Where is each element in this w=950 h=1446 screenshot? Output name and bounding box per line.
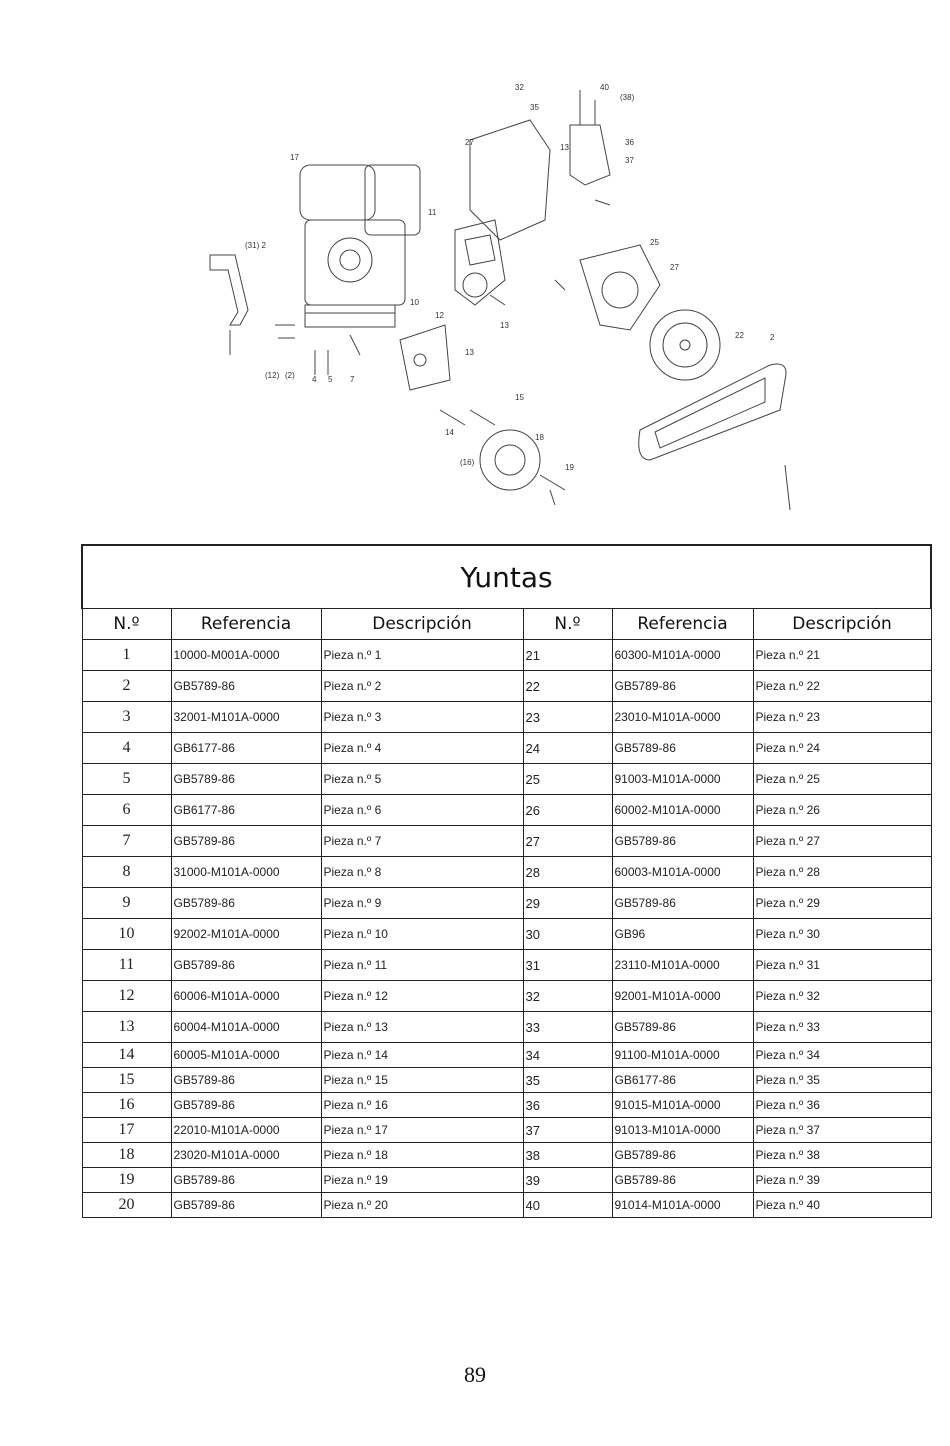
engine-block-part [305,220,405,305]
cell-description: Pieza n.º 5 [321,764,523,795]
table-row [82,888,931,919]
table-row [82,1012,931,1043]
cell-description-2: Pieza n.º 37 [753,1118,931,1143]
table-row [82,702,931,733]
table-row [82,919,931,950]
svg-text:13: 13 [465,348,474,357]
svg-text:(12): (12) [265,371,280,380]
cell-description-2: Pieza n.º 40 [753,1193,931,1218]
pulley-guard-part [580,245,660,330]
svg-text:(16): (16) [460,458,475,467]
svg-text:22: 22 [735,331,744,340]
cell-reference: 32001-M101A-0000 [171,702,321,733]
table-row [82,764,931,795]
cell-reference-2: GB5789-86 [612,888,753,919]
table-row [82,671,931,702]
svg-text:32: 32 [515,83,524,92]
cell-reference-2: GB5789-86 [612,671,753,702]
svg-text:15: 15 [515,393,524,402]
cell-description: Pieza n.º 20 [321,1193,523,1218]
cell-reference-2: 91015-M101A-0000 [612,1093,753,1118]
svg-text:37: 37 [625,156,634,165]
cell-reference: 60005-M101A-0000 [171,1043,321,1068]
cell-description-2: Pieza n.º 24 [753,733,931,764]
cell-description: Pieza n.º 10 [321,919,523,950]
cell-description-2: Pieza n.º 33 [753,1012,931,1043]
cell-description-2: Pieza n.º 25 [753,764,931,795]
cell-reference: GB6177-86 [171,733,321,764]
table-title: Yuntas [82,545,931,609]
cell-number-2: 40 [523,1193,612,1218]
cell-description-2: Pieza n.º 23 [753,702,931,733]
cell-description-2: Pieza n.º 38 [753,1143,931,1168]
cell-reference: GB5789-86 [171,1168,321,1193]
table-row [82,1118,931,1143]
mount-plate-part [570,125,610,185]
cell-reference-2: 60002-M101A-0000 [612,795,753,826]
cell-number: 13 [82,1012,171,1043]
cell-description-2: Pieza n.º 28 [753,857,931,888]
column-header-description: Descripción [321,609,523,640]
cell-description: Pieza n.º 12 [321,981,523,1012]
svg-text:35: 35 [530,103,539,112]
cell-number: 15 [82,1068,171,1093]
page-number: 89 [464,1362,486,1387]
cell-description-2: Pieza n.º 39 [753,1168,931,1193]
cell-number: 11 [82,950,171,981]
cell-reference: GB5789-86 [171,888,321,919]
cell-description: Pieza n.º 1 [321,640,523,671]
table-row [82,1143,931,1168]
table-row [82,1168,931,1193]
cell-description-2: Pieza n.º 35 [753,1068,931,1093]
cell-reference-2: GB5789-86 [612,826,753,857]
engine-base-part [305,305,395,327]
cell-reference-2: GB6177-86 [612,1068,753,1093]
svg-text:25: 25 [650,238,659,247]
cell-description-2: Pieza n.º 34 [753,1043,931,1068]
cell-number: 1 [82,640,171,671]
cell-description: Pieza n.º 4 [321,733,523,764]
pulley-part [650,310,720,380]
table-row [82,950,931,981]
column-header-description-2: Descripción [753,609,931,640]
cell-description-2: Pieza n.º 31 [753,950,931,981]
cell-number-2: 27 [523,826,612,857]
cell-reference: GB5789-86 [171,764,321,795]
gearbox-housing-part [470,120,550,240]
cell-number-2: 37 [523,1118,612,1143]
idler-pulley-part [480,430,540,490]
table-row [82,733,931,764]
cell-number-2: 33 [523,1012,612,1043]
cell-description: Pieza n.º 17 [321,1118,523,1143]
svg-text:13: 13 [560,143,569,152]
fuel-tank-part [300,165,375,220]
air-filter-part [365,165,420,235]
cell-reference: GB6177-86 [171,795,321,826]
cell-number: 9 [82,888,171,919]
cell-number: 5 [82,764,171,795]
cell-number: 8 [82,857,171,888]
cell-number: 18 [82,1143,171,1168]
cell-description: Pieza n.º 6 [321,795,523,826]
cell-reference-2: 60300-M101A-0000 [612,640,753,671]
cell-reference-2: GB5789-86 [612,1168,753,1193]
column-header-reference: Referencia [171,609,321,640]
column-header-number: N.º [82,609,171,640]
cell-reference-2: 23110-M101A-0000 [612,950,753,981]
cell-reference: 23020-M101A-0000 [171,1143,321,1168]
svg-text:12: 12 [435,311,444,320]
cell-number: 12 [82,981,171,1012]
cell-number: 3 [82,702,171,733]
table-row [82,1093,931,1118]
cell-number: 4 [82,733,171,764]
cell-reference: GB5789-86 [171,1193,321,1218]
cell-description: Pieza n.º 19 [321,1168,523,1193]
cell-reference-2: 92001-M101A-0000 [612,981,753,1012]
cell-description: Pieza n.º 11 [321,950,523,981]
cell-number-2: 22 [523,671,612,702]
cell-reference: GB5789-86 [171,671,321,702]
svg-text:17: 17 [290,153,299,162]
cell-reference: 60006-M101A-0000 [171,981,321,1012]
svg-text:4: 4 [312,375,317,384]
cell-reference: GB5789-86 [171,826,321,857]
svg-text:7: 7 [350,375,355,384]
cell-number-2: 21 [523,640,612,671]
svg-text:2: 2 [770,333,775,342]
cell-description-2: Pieza n.º 32 [753,981,931,1012]
cell-description-2: Pieza n.º 27 [753,826,931,857]
svg-text:36: 36 [625,138,634,147]
cell-reference-2: 91013-M101A-0000 [612,1118,753,1143]
cell-number-2: 24 [523,733,612,764]
cell-number-2: 34 [523,1043,612,1068]
parts-table [81,544,932,1218]
table-body [82,640,931,1218]
cell-number-2: 29 [523,888,612,919]
table-row [82,826,931,857]
column-header-number-2: N.º [523,609,612,640]
cell-description: Pieza n.º 13 [321,1012,523,1043]
svg-text:40: 40 [600,83,609,92]
cell-reference: GB5789-86 [171,1093,321,1118]
cell-description: Pieza n.º 3 [321,702,523,733]
cell-reference: GB5789-86 [171,950,321,981]
cell-description: Pieza n.º 14 [321,1043,523,1068]
cell-number-2: 36 [523,1093,612,1118]
cell-description-2: Pieza n.º 21 [753,640,931,671]
svg-text:14: 14 [445,428,454,437]
svg-text:11: 11 [428,208,437,217]
cell-number: 10 [82,919,171,950]
svg-text:5: 5 [328,375,333,384]
cell-number-2: 25 [523,764,612,795]
cell-number-2: 31 [523,950,612,981]
cell-reference-2: GB5789-86 [612,1012,753,1043]
table-row [82,1068,931,1093]
cell-number-2: 26 [523,795,612,826]
cell-reference-2: GB5789-86 [612,733,753,764]
cell-reference-2: 91100-M101A-0000 [612,1043,753,1068]
table-title-row [82,545,931,609]
cell-number-2: 32 [523,981,612,1012]
cell-number: 2 [82,671,171,702]
svg-text:(2): (2) [285,371,295,380]
cell-description-2: Pieza n.º 29 [753,888,931,919]
handle-bracket-part [210,255,248,325]
table-row [82,981,931,1012]
cell-description-2: Pieza n.º 26 [753,795,931,826]
table-header-row [82,609,931,640]
cell-reference: 92002-M101A-0000 [171,919,321,950]
cell-reference-2: GB96 [612,919,753,950]
cell-number-2: 39 [523,1168,612,1193]
cell-reference: 60004-M101A-0000 [171,1012,321,1043]
cell-description: Pieza n.º 7 [321,826,523,857]
cell-number: 7 [82,826,171,857]
cell-number-2: 30 [523,919,612,950]
cell-number: 14 [82,1043,171,1068]
table-row [82,1193,931,1218]
cell-description: Pieza n.º 15 [321,1068,523,1093]
cell-description: Pieza n.º 2 [321,671,523,702]
svg-text:18: 18 [535,433,544,442]
cell-number-2: 28 [523,857,612,888]
table-row [82,640,931,671]
svg-text:13: 13 [500,321,509,330]
cell-reference-2: 91003-M101A-0000 [612,764,753,795]
column-header-reference-2: Referencia [612,609,753,640]
cell-number-2: 23 [523,702,612,733]
table-row [82,1043,931,1068]
cell-description-2: Pieza n.º 22 [753,671,931,702]
cell-reference-2: 91014-M101A-0000 [612,1193,753,1218]
cell-number-2: 38 [523,1143,612,1168]
cell-description: Pieza n.º 16 [321,1093,523,1118]
cell-number: 6 [82,795,171,826]
cell-reference-2: GB5789-86 [612,1143,753,1168]
cell-description-2: Pieza n.º 36 [753,1093,931,1118]
svg-text:19: 19 [565,463,574,472]
cell-reference-2: 60003-M101A-0000 [612,857,753,888]
cell-description: Pieza n.º 18 [321,1143,523,1168]
svg-text:27: 27 [670,263,679,272]
cell-number: 20 [82,1193,171,1218]
svg-text:(31) 2: (31) 2 [245,241,266,250]
svg-text:(38): (38) [620,93,635,102]
cell-reference: 31000-M101A-0000 [171,857,321,888]
cell-number: 16 [82,1093,171,1118]
cell-number: 19 [82,1168,171,1193]
cell-description: Pieza n.º 8 [321,857,523,888]
svg-text:10: 10 [410,298,419,307]
table-row [82,857,931,888]
svg-text:27: 27 [465,138,474,147]
table-row [82,795,931,826]
cell-description-2: Pieza n.º 30 [753,919,931,950]
cell-number: 17 [82,1118,171,1143]
cell-number-2: 35 [523,1068,612,1093]
cell-reference: 22010-M101A-0000 [171,1118,321,1143]
cell-description: Pieza n.º 9 [321,888,523,919]
exploded-parts-diagram [200,80,800,520]
cell-reference: 10000-M001A-0000 [171,640,321,671]
cell-reference: GB5789-86 [171,1068,321,1093]
cell-reference-2: 23010-M101A-0000 [612,702,753,733]
